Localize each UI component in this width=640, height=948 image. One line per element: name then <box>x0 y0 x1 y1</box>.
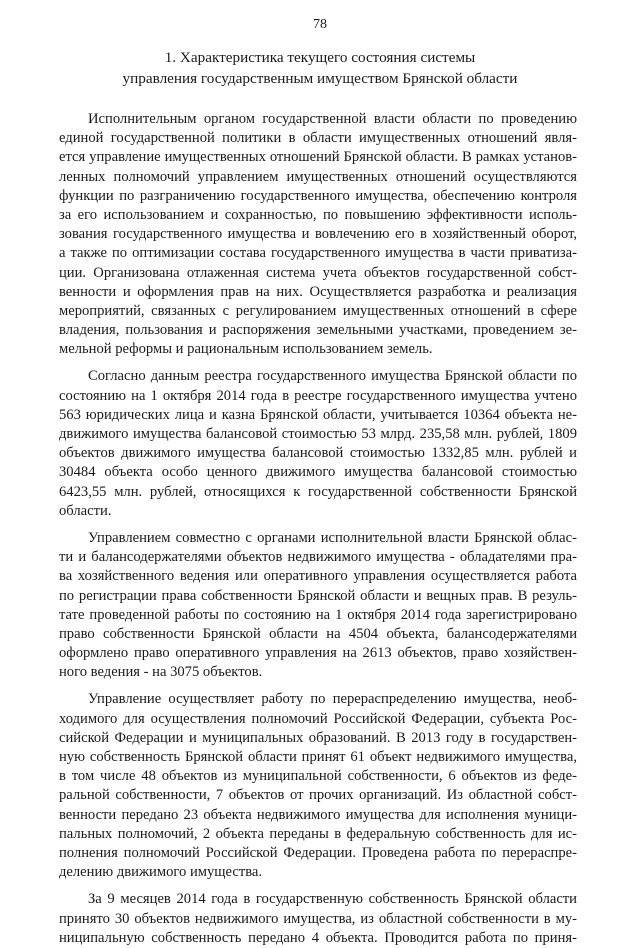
page-number: 78 <box>313 17 327 32</box>
paragraph <box>59 690 577 882</box>
text-line: ленных полномочий управлением имущественных отношений осуществляются <box>59 168 577 185</box>
text-line: зования государственного имущества и вовлечению его в хозяйственный оборот, <box>59 226 577 243</box>
text-line: ниципальную собственность передано 4 объекта. Проводится работа по приня- <box>59 929 577 946</box>
text-line: состоянию на 1 октября 2014 года в реестре государственного имущества учтено <box>59 387 577 404</box>
text-line: венности передано 23 объекта недвижимого имущества для исполнения муници- <box>59 806 577 823</box>
text-line: тате проведенной работы по состоянию на 1 октября 2014 года зарегистрировано <box>59 606 577 623</box>
section-heading-line: 1. Характеристика текущего состояния системы <box>164 49 476 66</box>
text-line: ции. Организована отлаженная система учета объектов государственной собст- <box>59 264 577 281</box>
text-line: ти и балансодержателями объектов недвижимого имущества - обладателями пра- <box>59 549 577 566</box>
paragraph <box>59 367 577 521</box>
text-line: мероприятий, связанных с регулированием имущественных отношений в сфере <box>59 302 577 319</box>
text-line: области. <box>59 502 112 519</box>
text-line: 30484 объекта особо ценного движимого имущества балансовой стоимостью <box>59 464 577 481</box>
text-line: Согласно данным реестра государственного имущества Брянской области по <box>88 368 577 385</box>
text-line: полнения полномочий Российской Федерации. Проведена работа по перераспре- <box>59 844 577 861</box>
text-line: ва хозяйственного ведения или оперативного управления осуществляется работа <box>59 568 577 585</box>
text-line: а также по оптимизации состава государственного имущества в части приватиза- <box>59 245 577 262</box>
text-line: венности и оформления прав на них. Осуществляется разработка и реализация <box>59 283 577 300</box>
text-line: за его использованием и сохранностью, по повышению эффективности исполь- <box>59 206 577 223</box>
section-heading <box>70 47 570 89</box>
text-line: мельной реформы и рациональным использованием земель. <box>59 341 433 358</box>
text-line: сийской Федерации и муниципальных образований. В 2013 году в государствен- <box>59 729 577 746</box>
text-line: 6423,55 млн. рублей, относящихся к государственной собственности Брянской <box>59 483 577 500</box>
paragraph <box>59 110 577 359</box>
text-line: ральной собственности, 7 объектов от прочих организаций. Из областной собст- <box>59 787 577 804</box>
text-line: объектов движимого имущества балансовой стоимостью 1332,85 млн. рублей и <box>59 445 577 462</box>
text-line: функции по разграничению государственного имущества, обеспечению контроля <box>59 187 577 204</box>
text-line: пальных полномочий, 2 объекта переданы в федеральную собственность для ис- <box>59 825 577 842</box>
text-line: единой государственной политики в области имущественных отношений явля- <box>59 130 577 147</box>
text-line: ную собственность Брянской области принят 61 объект недвижимого имущества, <box>59 749 577 765</box>
paragraph <box>59 529 577 683</box>
text-line: владения, пользования и распоряжения земельными участками, проведением зе- <box>59 322 577 339</box>
text-line: ется управление имущественных отношений Брянской области. В рамках установ- <box>59 149 577 166</box>
text-line: 563 юридических лица и казна Брянской области, учитывается 10364 объекта не- <box>59 406 577 423</box>
text-line: За 9 месяцев 2014 года в государственную собственность Брянской области <box>88 891 577 908</box>
text-line: Управление осуществляет работу по перераспределению имущества, необ- <box>88 691 577 708</box>
text-line: по регистрации права собственности Брянской области и вещных прав. В резуль- <box>59 587 577 604</box>
text-line: ного ведения - на 3075 объектов. <box>59 664 263 681</box>
text-line: Исполнительным органом государственной власти области по проведению <box>88 111 577 127</box>
text-line: ходимого для осуществления полномочий Российской Федерации, субъекта Рос- <box>59 710 577 727</box>
text-line: оформлено право оперативного управления на 2613 объектов, право хозяйствен- <box>59 645 577 662</box>
text-line: делению движимого имущества. <box>59 864 263 881</box>
text-line: Управлением совместно с органами исполнительной власти Брянской облас- <box>88 529 577 546</box>
text-line: право собственности Брянской области на 4504 объекта, балансодержателями <box>59 625 577 642</box>
text-line: движимого имущества балансовой стоимостью 53 млрд. 235,58 млн. рублей, 1809 <box>59 426 577 442</box>
body-text <box>59 110 577 948</box>
paragraph <box>59 890 577 948</box>
text-line: принято 30 объектов недвижимого имущества, из областной собственности в му- <box>59 910 577 927</box>
text-line: в том числе 48 объектов из муниципальной собственности, 6 объектов из феде- <box>59 768 577 785</box>
section-heading-line: управления государственным имуществом Брянской области <box>122 70 518 87</box>
